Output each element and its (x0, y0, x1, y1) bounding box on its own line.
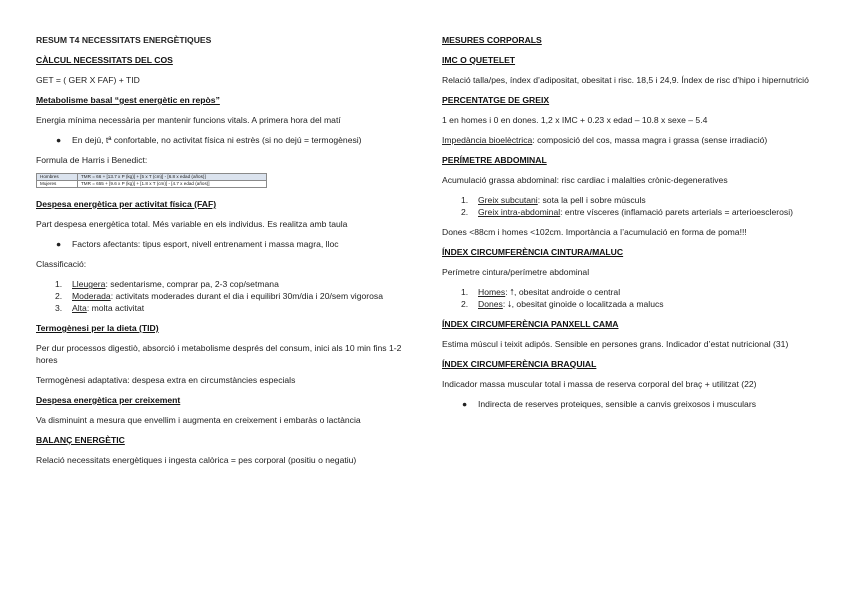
heading-balanc: BALANÇ ENERGÈTIC (36, 435, 125, 445)
classification-label: Classificació: (36, 259, 87, 269)
braq-text: Indicador massa muscular total i massa de reserva corporal del braç + utilitzat (22) (442, 379, 757, 389)
list-item: 2. Moderada: activitats moderades durant el dia i equilibri 30m/dia i 20/sem vigorosa (55, 291, 383, 301)
balance-text: Relació necessitats energètiques i ingesta calòrica = pes corporal (positiu o negatiu) (36, 455, 357, 465)
heading-mesures: MESURES CORPORALS (442, 35, 542, 45)
heading-perimetre: PERÍMETRE ABDOMINAL (442, 155, 547, 165)
mb-text: Energia mínima necessària per mantenir funcions vitals. A primera hora del matí (36, 115, 341, 125)
panxell-text: Estima múscul i teixit adipós. Sensible en persones grans. Indicador d’estat nutricional (31) (442, 339, 789, 349)
tid-text-2: Termogènesi adaptativa: despesa extra en circumstàncies especials (36, 375, 296, 385)
list-item: 3. Alta: molta activitat (55, 303, 145, 313)
bio-text: Impedància bioelèctrica: composició del cos, massa magra i grassa (sense irradiació) (442, 135, 768, 145)
perim-text: Acumulació grassa abdominal: risc cardiac i malalties crònic-degeneratives (442, 175, 728, 185)
heading-metabolisme-basal: Metabolisme basal “gest energètic en repòs” (36, 95, 220, 105)
heading-braquial: ÍNDEX CIRCUMFERÈNCIA BRAQUIAL (442, 359, 597, 369)
get-formula: GET = ( GER X FAF) + TID (36, 75, 140, 85)
harris-label: Formula de Harris i Benedict: (36, 155, 148, 165)
greix-text: 1 en homes i 0 en dones. 1,2 x IMC + 0.23 x edad – 10.8 x sexe – 5.4 (442, 115, 708, 125)
bullet-icon: ● (56, 135, 62, 145)
list-item: 1. Greix subcutani: sota la pell i sobre músculs (461, 195, 646, 205)
heading-imc: IMC O QUETELET (442, 55, 516, 65)
bullet-icon: ● (56, 239, 62, 249)
list-item: 2. Dones: ⭣, obesitat ginoide o localitzada a malucs (461, 299, 664, 309)
heading-greix: PERCENTATGE DE GREIX (442, 95, 550, 105)
harris-benedict-table (36, 173, 267, 188)
table-cell: TMR = 655 + [9.6 x P (kg)] + [1.8 x T (cm)] - [4.7 x edad (años)] (78, 181, 267, 188)
left-column (36, 34, 410, 466)
right-column (442, 34, 814, 410)
list-item: 2. Greix intra-abdominal: entre vísceres (inflamació parets arterials = arterioesclerosi) (461, 207, 793, 217)
icc-text: Perímetre cintura/perímetre abdominal (442, 267, 590, 277)
bullet-icon: ● (462, 399, 468, 409)
table-cell: Hombres (37, 174, 78, 181)
heading-panxell: ÍNDEX CIRCUMFERÈNCIA PANXELL CAMA (442, 319, 619, 329)
braq-bullet: ● Indirecta de reserves proteiques, sensible a canvis greixosos i musculars (462, 399, 756, 409)
heading-icc: ÍNDEX CIRCUMFERÈNCIA CINTURA/MALUC (442, 247, 624, 257)
heading-faf: Despesa energètica per activitat física (FAF) (36, 199, 217, 209)
perim-note: Dones <88cm i homes <102cm. Importància a l’acumulació en forma de poma!!! (442, 227, 747, 237)
faf-text: Part despesa energètica total. Més variable en els individus. Es realitza amb taula (36, 219, 348, 229)
table-cell: TMR = 66 + [13.7 x P (kg)] + [5 x T (cm)] - [6.8 x edad (años)] (78, 174, 267, 181)
faf-bullet: ● Factors afectants: tipus esport, nivell entrenament i massa magra, lloc (56, 239, 339, 249)
table-row (37, 181, 267, 188)
table-cell: Mujeres (37, 181, 78, 188)
imc-text: Relació talla/pes, índex d’adipositat, obesitat i risc. 18,5 i 24,9. Índex de risc d’hipo i hipernutrició (442, 75, 809, 85)
list-item: 1. Lleugera: sedentarisme, comprar pa, 2-3 cop/setmana (55, 279, 279, 289)
mb-bullet: ● En dejú, tª confortable, no activitat física ni estrès (si no dejú = termogènesi) (56, 135, 362, 145)
document-title: RESUM T4 NECESSITATS ENERGÈTIQUES (36, 35, 212, 45)
heading-tid: Termogènesi per la dieta (TID) (36, 323, 159, 333)
table-row (37, 174, 267, 181)
growth-text: Va disminuint a mesura que envellim i augmenta en creixement i embaràs o lactància (36, 415, 361, 425)
heading-creixement: Despesa energètica per creixement (36, 395, 181, 405)
list-item: 1. Homes: ⭡, obesitat androide o central (461, 287, 621, 297)
tid-text: Per dur processos digestiò, absorció i metabolisme després del consum, inici als 10 min fins 1-2 hores (36, 343, 402, 365)
heading-calcul: CÀLCUL NECESSITATS DEL COS (36, 55, 173, 65)
